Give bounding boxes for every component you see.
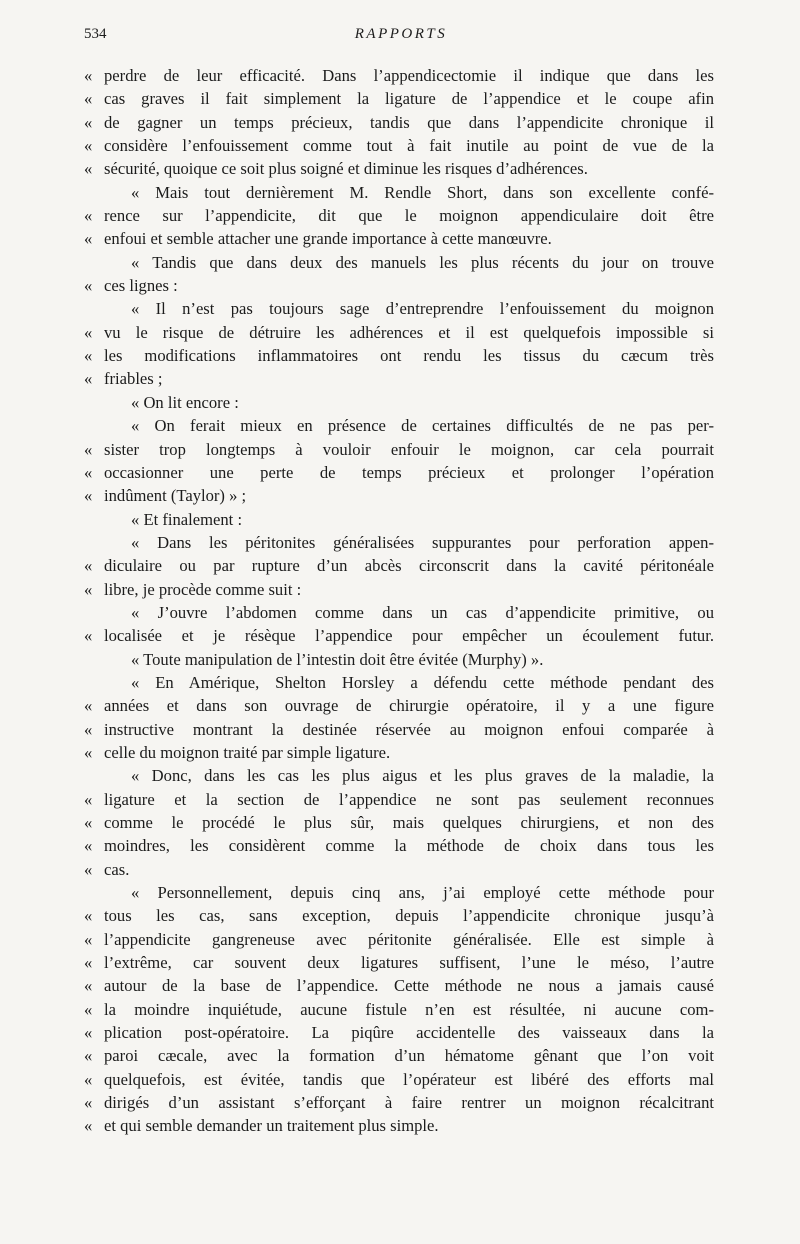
text-line [0,788,800,811]
line-text: la moindre inquiétude, aucune fistule n’en est résultée, ni aucune com- [104,999,714,1019]
text-line [0,274,800,297]
line-text: paroi cæcale, avec la formation d’un hématome gênant que l’on voit [104,1046,714,1066]
line-text: ligature et la section de l’appendice ne sont pas seulement reconnues [104,789,714,809]
text-line [0,414,800,437]
quote-mark: « [84,789,93,809]
line-text: « On ferait mieux en présence de certaines difficultés de ne pas per- [131,416,714,436]
quote-mark: « [84,859,93,879]
text-line [0,671,800,694]
quote-mark: « [84,579,93,599]
quote-mark: « [84,929,93,949]
line-text: quelquefois, est évitée, tandis que l’opérateur est libéré des efforts mal [104,1069,714,1089]
line-text: sister trop longtemps à vouloir enfouir le moignon, car cela pourrait [104,439,714,459]
quote-mark: « [84,229,93,249]
line-text: localisée et je résèque l’appendice pour empêcher un écoulement futur. [104,626,714,646]
line-text: « Mais tout dernièrement M. Rendle Short, dans son excellente confé- [131,182,714,202]
text-line [0,858,800,881]
text-line [0,601,800,624]
running-head: RAPPORTS [354,26,448,42]
text-line [0,297,800,320]
quote-mark: « [84,89,93,109]
line-text: cas. [104,859,130,879]
text-line [0,1068,800,1091]
quote-mark: « [84,322,93,342]
quote-mark: « [84,346,93,366]
line-text: « Personnellement, depuis cinq ans, j’ai employé cette méthode pour [131,883,714,903]
text-line [0,881,800,904]
line-text: considère l’enfouissement comme tout à fait inutile au point de vue de la [104,136,714,156]
quote-mark: « [84,719,93,739]
line-text: celle du moignon traité par simple ligature. [104,742,391,762]
line-text: l’extrême, car souvent deux ligatures suffisent, l’une le méso, l’autre [104,953,714,973]
text-line [0,438,800,461]
line-text: tous les cas, sans exception, depuis l’appendicite chronique jusqu’à [104,906,714,926]
line-text: diculaire ou par rupture d’un abcès circonscrit dans la cavité péritonéale [104,556,714,576]
quote-mark: « [84,276,93,296]
text-line [0,111,800,134]
line-text: et qui semble demander un traitement plus simple. [104,1116,439,1136]
line-text: dirigés d’un assistant s’efforçant à faire rentrer un moignon récalcitrant [104,1093,714,1113]
line-text: l’appendicite gangreneuse avec péritonite généralisée. Elle est simple à [104,929,714,949]
quote-mark: « [84,556,93,576]
line-text: de gagner un temps précieux, tandis que dans l’appendicite chronique il [104,112,714,132]
line-text: « J’ouvre l’abdomen comme dans un cas d’appendicite primitive, ou [131,602,714,622]
line-text: ces lignes : [104,276,178,296]
text-line [0,367,800,390]
line-text: vu le risque de détruire les adhérences et il est quelquefois impossible si [104,322,714,342]
quote-mark: « [84,953,93,973]
page-number: 534 [84,26,107,42]
line-text: « On lit encore : [131,392,239,412]
text-line [0,694,800,717]
text-line [0,1021,800,1044]
text-line [0,1044,800,1067]
page-header [84,26,718,50]
line-text: instructive montrant la destinée réservée au moignon enfoui comparée à [104,719,714,739]
quote-mark: « [84,136,93,156]
quote-mark: « [84,439,93,459]
quote-mark: « [84,1046,93,1066]
quote-mark: « [84,112,93,132]
line-text: friables ; [104,369,163,389]
quote-mark: « [84,813,93,832]
text-line [0,811,800,834]
line-text: « Donc, dans les cas les plus aigus et les plus graves de la maladie, la [131,766,714,786]
text-line [0,134,800,157]
text-line [0,181,800,204]
quote-mark: « [84,906,93,926]
text-line [0,1114,800,1137]
line-text: les modifications inflammatoires ont rendu les tissus du cæcum très [104,346,714,366]
text-line [0,928,800,951]
text-line [0,157,800,180]
text-line [0,554,800,577]
text-line [0,578,800,601]
line-text: années et dans son ouvrage de chirurgie opératoire, il y a une figure [104,696,714,716]
quote-mark: « [84,486,93,506]
text-line [0,648,800,671]
text-line [0,64,800,87]
line-text: « Dans les péritonites généralisées suppurantes pour perforation appen- [131,532,714,552]
line-text: « En Amérique, Shelton Horsley a défendu cette méthode pendant des [131,672,714,692]
quote-mark: « [84,1093,93,1113]
quote-mark: « [84,159,93,179]
text-line [0,461,800,484]
quote-mark: « [84,369,93,389]
text-line [0,251,800,274]
text-line [0,391,800,414]
text-line [0,834,800,857]
text-line [0,508,800,531]
line-text: « Et finalement : [131,509,243,529]
line-text: rence sur l’appendicite, dit que le moignon appendiculaire doit être [104,206,714,226]
quote-mark: « [84,836,93,856]
line-text: moindres, les considèrent comme la méthode de choix dans tous les [104,836,714,856]
quote-mark: « [84,626,93,646]
text-line [0,321,800,344]
text-line [0,974,800,997]
text-line [0,951,800,974]
line-text: « Toute manipulation de l’intestin doit être évitée (Murphy) ». [131,649,544,669]
text-line [0,204,800,227]
quote-mark: « [84,1069,93,1089]
line-text: perdre de leur efficacité. Dans l’appendicectomie il indique que dans les [104,66,714,85]
quote-mark: « [84,742,93,762]
quote-mark: « [84,462,93,482]
text-line [0,741,800,764]
text-line [0,227,800,250]
line-text: « Tandis que dans deux des manuels les plus récents du jour on trouve [131,252,714,272]
line-text: libre, je procède comme suit : [104,579,302,599]
text-line [0,764,800,787]
line-text: sécurité, quoique ce soit plus soigné et diminue les risques d’adhérences. [104,159,588,179]
line-text: occasionner une perte de temps précieux et prolonger l’opération [104,462,714,482]
line-text: « Il n’est pas toujours sage d’entreprendre l’enfouissement du moignon [131,299,714,319]
line-text: indûment (Taylor) » ; [104,486,247,506]
text-line [0,1091,800,1114]
quote-mark: « [84,66,93,85]
body-text [0,64,800,1138]
text-line [0,904,800,927]
line-text: cas graves il fait simplement la ligature de l’appendice et le coupe afin [104,89,714,109]
quote-mark: « [84,1116,93,1136]
text-line [0,87,800,110]
quote-mark: « [84,1023,93,1043]
quote-mark: « [84,999,93,1019]
line-text: comme le procédé le plus sûr, mais quelques chirurgiens, et non des [104,813,714,832]
text-line [0,718,800,741]
text-line [0,344,800,367]
text-line [0,998,800,1021]
quote-mark: « [84,976,93,996]
line-text: autour de la base de l’appendice. Cette méthode ne nous a jamais causé [104,976,714,996]
text-line [0,531,800,554]
text-line [0,624,800,647]
line-text: enfoui et semble attacher une grande importance à cette manœuvre. [104,229,552,249]
quote-mark: « [84,206,93,226]
quote-mark: « [84,696,93,716]
text-line [0,484,800,507]
line-text: plication post-opératoire. La piqûre accidentelle des vaisseaux dans la [104,1023,714,1043]
